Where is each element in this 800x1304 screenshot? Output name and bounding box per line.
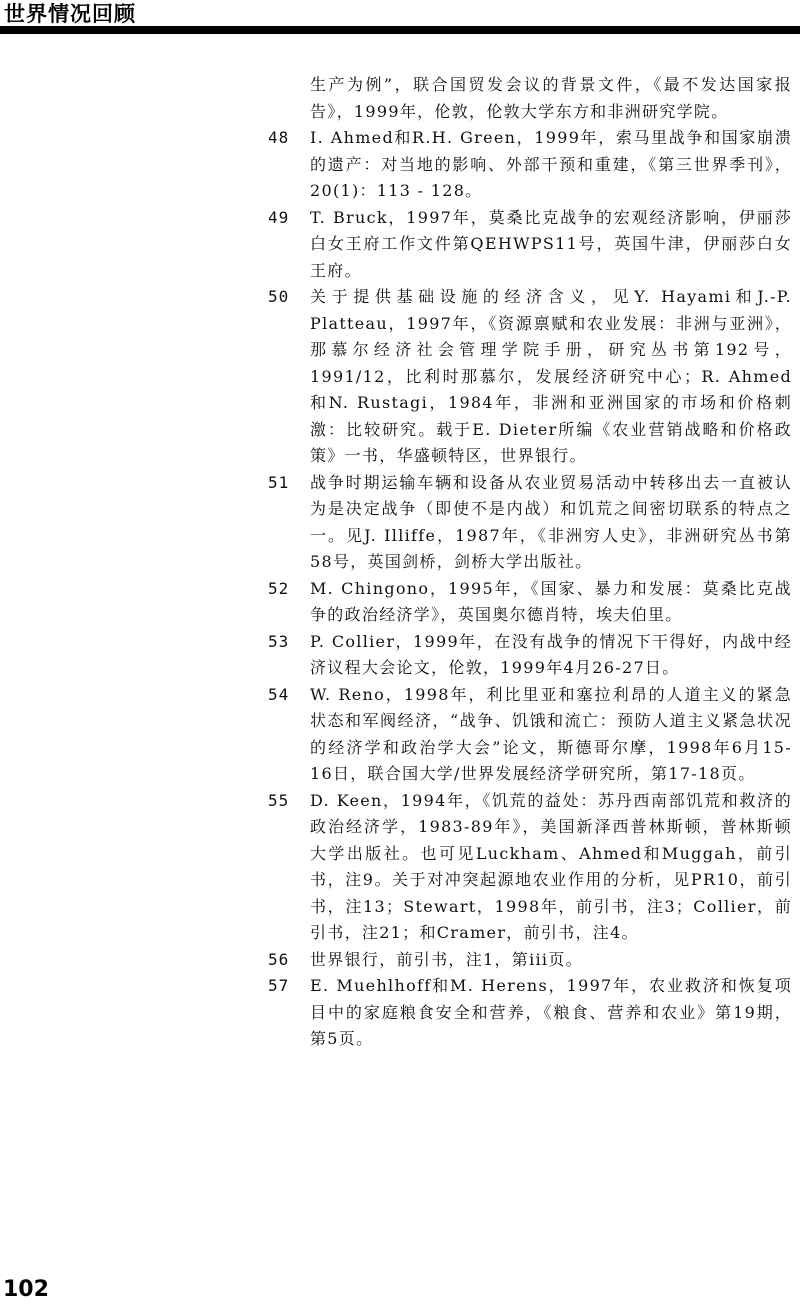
endnote	[268, 470, 792, 576]
endnote	[268, 682, 792, 788]
endnote-number: 51	[268, 472, 290, 492]
endnote-number: 48	[268, 128, 290, 147]
endnote-number: 54	[268, 684, 290, 704]
endnote-number: 55	[268, 790, 290, 810]
endnote-text: 战争时期运输车辆和设备从农业贸易活动中转移出去一直被认为是决定战争（即使不是内战）和饥荒之间密切联系的特点之一。见J. Illiffe，1987年，《非洲穷人史》，非洲研究丛书第58号，英国剑桥，剑桥大学出版社。	[310, 472, 792, 571]
endnote-text: M. Chingono，1995年，《国家、暴力和发展：莫桑比克战争的政治经济学》，英国奥尔德肖特，埃夫伯里。	[310, 578, 792, 624]
endnotes-list	[268, 72, 792, 1053]
endnote-text: 生产为例”，联合国贸发会议的背景文件，《最不发达国家报告》，1999年，伦敦，伦敦大学东方和非洲研究学院。	[310, 75, 792, 121]
endnote-number: 57	[268, 976, 290, 995]
running-header-title: 世界情况回顾	[4, 2, 136, 26]
endnote	[268, 72, 792, 125]
endnote	[268, 125, 792, 205]
endnote-text: 关于提供基础设施的经济含义，见Y. Hayami和J.-P. Platteau，1997年，《资源禀赋和农业发展：非洲与亚洲》，那慕尔经济社会管理学院手册，研究丛书第192号，1991/12，比利时那慕尔，发展经济研究中心；R. Ahmed 和N. Rustagi，1984年，非洲和亚洲国家的市场和价格刺激：比较研究。载于E. Dieter所编《农业营销战略和价格政策》一书，华盛顿特区，世界银行。	[310, 287, 792, 465]
endnote	[268, 205, 792, 285]
endnote-number: 56	[268, 949, 290, 969]
endnote	[268, 629, 792, 682]
endnote-text: I. Ahmed和R.H. Green，1999年，索马里战争和国家崩溃的遗产：对当地的影响、外部干预和重建，《第三世界季刊》，20(1)：113 - 128。	[310, 128, 792, 200]
endnote-text: P. Collier，1999年，在没有战争的情况下干得好，内战中经济议程大会论文，伦敦，1999年4月26-27日。	[310, 631, 792, 677]
endnote-number: 50	[268, 287, 290, 306]
endnote-text: 世界银行，前引书，注1，第iii页。	[310, 949, 583, 969]
endnote-number: 53	[268, 631, 290, 651]
page-number: 102	[3, 1277, 49, 1302]
endnote-text: W. Reno，1998年，利比里亚和塞拉利昂的人道主义的紧急状态和军阀经济，“战争、饥饿和流亡：预防人道主义紧急状况的经济学和政治学大会”论文，斯德哥尔摩，1998年6月15-16日，联合国大学/世界发展经济学研究所，第17-18页。	[310, 684, 792, 783]
endnote-text: T. Bruck，1997年，莫桑比克战争的宏观经济影响，伊丽莎白女王府工作文件第QEHWPS11号，英国牛津，伊丽莎白女王府。	[310, 207, 792, 280]
endnote-text: E. Muehlhoff和M. Herens，1997年，农业救济和恢复项目中的家庭粮食安全和营养，《粮食、营养和农业》第19期，第5页。	[310, 976, 792, 1048]
endnote	[268, 788, 792, 947]
endnote	[268, 284, 792, 470]
header-rule	[0, 26, 800, 34]
endnote-number: 52	[268, 578, 290, 598]
endnote-text: D. Keen，1994年，《饥荒的益处：苏丹西南部饥荒和救济的政治经济学，1983-89年》，美国新泽西普林斯顿，普林斯顿大学出版社。也可见Luckham、Ahmed和Muggah，前引书，注9。关于对冲突起源地农业作用的分析，见PR10，前引书，注13；Stewart，1998年，前引书，注3；Collier，前引书，注21；和Cramer，前引书，注4。	[310, 790, 792, 942]
endnote-number: 49	[268, 207, 290, 227]
endnote	[268, 947, 792, 974]
endnote	[268, 576, 792, 629]
endnote	[268, 973, 792, 1053]
running-header	[0, 0, 800, 36]
